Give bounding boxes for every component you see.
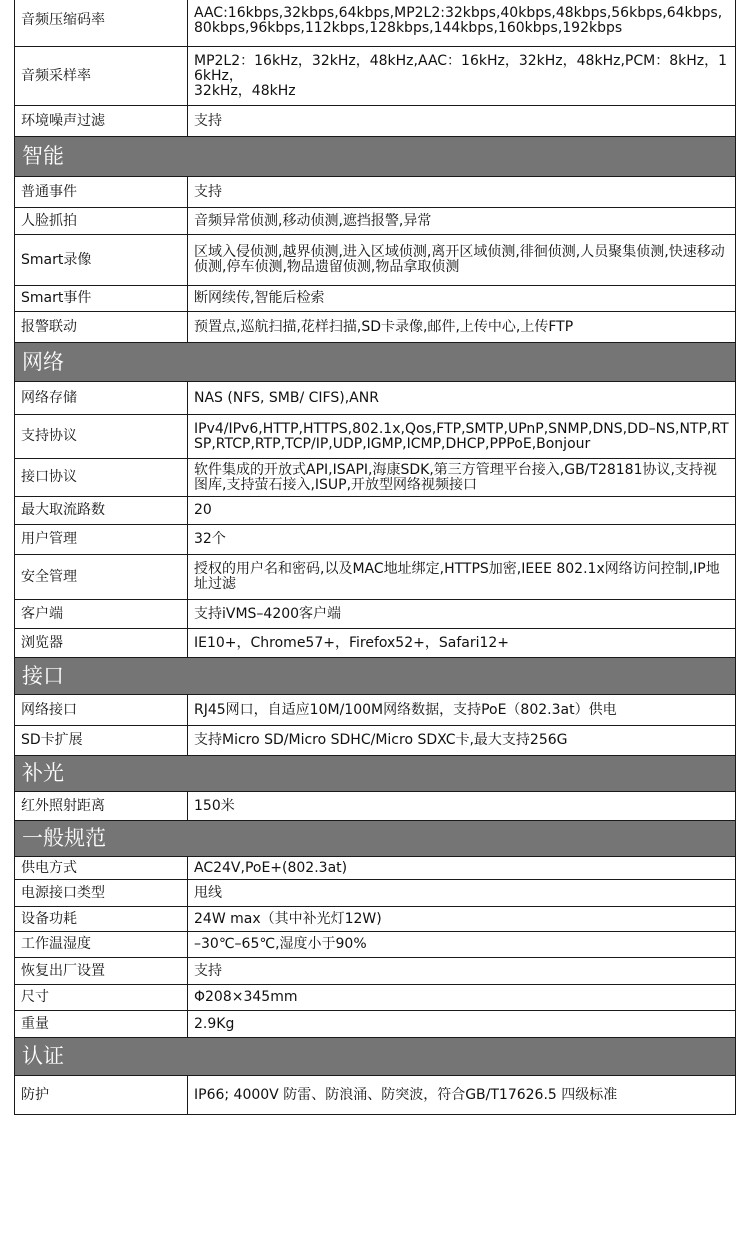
spec-key: 网络存储 [15,382,188,415]
section-header [15,137,736,177]
spec-value: 2.9Kg [188,1011,736,1038]
spec-value: 支持 [188,177,736,208]
section-title: 网络 [15,343,736,382]
spec-row [15,932,736,958]
section-header [15,821,736,857]
spec-row [15,459,736,497]
spec-value: 150米 [188,792,736,821]
section-header [15,658,736,695]
spec-key: 支持协议 [15,415,188,459]
spec-row [15,629,736,658]
spec-value: IPv4/IPv6,HTTP,HTTPS,802.1x,Qos,FTP,SMTP,UPnP,SNMP,DNS,DD–NS,NTP,RTSP,RTCP,RTP,TCP/IP,UDP,IGMP,ICMP,DHCP,PPPoE,Bonjour [188,415,736,459]
spec-row [15,726,736,756]
spec-key: 最大取流路数 [15,497,188,525]
spec-row [15,985,736,1011]
section-header [15,1038,736,1076]
spec-value: 32个 [188,525,736,555]
spec-key: 环境噪声过滤 [15,106,188,137]
section-title: 补光 [15,756,736,792]
spec-row [15,600,736,629]
spec-table-body [15,0,736,1115]
spec-key: 客户端 [15,600,188,629]
spec-value: RJ45网口，自适应10M/100M网络数据，支持PoE（802.3at）供电 [188,695,736,726]
spec-value: 支持Micro SD/Micro SDHC/Micro SDXC卡,最大支持256G [188,726,736,756]
spec-value: Φ208×345mm [188,985,736,1011]
spec-key: 人脸抓拍 [15,208,188,235]
spec-row [15,208,736,235]
spec-row [15,1076,736,1115]
spec-value: 支持 [188,958,736,985]
spec-value: IP66; 4000V 防雷、防浪涌、防突波，符合GB/T17626.5 四级标准 [188,1076,736,1115]
spec-key: 电源接口类型 [15,880,188,907]
section-title: 接口 [15,658,736,695]
spec-row [15,0,736,47]
spec-key: Smart事件 [15,286,188,312]
spec-key: 恢复出厂设置 [15,958,188,985]
spec-key: SD卡扩展 [15,726,188,756]
section-title: 一般规范 [15,821,736,857]
spec-table [14,0,736,1115]
spec-row [15,106,736,137]
spec-row [15,857,736,880]
spec-value: 断网续传,智能后检索 [188,286,736,312]
spec-key: 用户管理 [15,525,188,555]
spec-row [15,525,736,555]
spec-row [15,958,736,985]
spec-value: 音频异常侦测,移动侦测,遮挡报警,异常 [188,208,736,235]
spec-row [15,1011,736,1038]
spec-value: AAC:16kbps,32kbps,64kbps,MP2L2:32kbps,40kbps,48kbps,56kbps,64kbps, 80kbps,96kbps,112kbps,128kbps,144kbps,160kbps,192kbps [188,0,736,47]
spec-row [15,235,736,286]
spec-value: 软件集成的开放式API,ISAPI,海康SDK,第三方管理平台接入,GB/T28181协议,支持视图库,支持萤石接入,ISUP,开放型网络视频接口 [188,459,736,497]
spec-row [15,415,736,459]
spec-value: 支持 [188,106,736,137]
spec-key: 防护 [15,1076,188,1115]
section-header [15,343,736,382]
spec-row [15,907,736,932]
spec-key: 设备功耗 [15,907,188,932]
spec-value: NAS (NFS, SMB/ CIFS),ANR [188,382,736,415]
section-title: 智能 [15,137,736,177]
section-title: 认证 [15,1038,736,1076]
spec-value: AC24V,PoE+(802.3at) [188,857,736,880]
spec-key: 报警联动 [15,312,188,343]
spec-value: MP2L2：16kHz，32kHz，48kHz,AAC：16kHz，32kHz，48kHz,PCM：8kHz，16kHz， 32kHz，48kHz [188,47,736,106]
spec-key: 音频压缩码率 [15,0,188,47]
spec-value: 授权的用户名和密码,以及MAC地址绑定,HTTPS加密,IEEE 802.1x网络访问控制,IP地址过滤 [188,555,736,600]
spec-key: 供电方式 [15,857,188,880]
spec-key: 尺寸 [15,985,188,1011]
spec-row [15,695,736,726]
spec-row [15,555,736,600]
spec-row [15,792,736,821]
spec-value: 预置点,巡航扫描,花样扫描,SD卡录像,邮件,上传中心,上传FTP [188,312,736,343]
spec-value: IE10+，Chrome57+，Firefox52+，Safari12+ [188,629,736,658]
spec-key: 重量 [15,1011,188,1038]
spec-row [15,47,736,106]
spec-key: 音频采样率 [15,47,188,106]
spec-key: 安全管理 [15,555,188,600]
spec-row [15,497,736,525]
spec-key: 接口协议 [15,459,188,497]
spec-key: 普通事件 [15,177,188,208]
spec-value: 支持iVMS–4200客户端 [188,600,736,629]
spec-key: 网络接口 [15,695,188,726]
spec-value: 20 [188,497,736,525]
spec-row [15,286,736,312]
spec-value: 24W max（其中补光灯12W) [188,907,736,932]
spec-key: 浏览器 [15,629,188,658]
spec-row [15,312,736,343]
spec-row [15,880,736,907]
spec-value: 区域入侵侦测,越界侦测,进入区域侦测,离开区域侦测,徘徊侦测,人员聚集侦测,快速移动侦测,停车侦测,物品遗留侦测,物品拿取侦测 [188,235,736,286]
spec-row [15,382,736,415]
spec-key: 工作温湿度 [15,932,188,958]
spec-value: –30℃–65℃,湿度小于90% [188,932,736,958]
spec-row [15,177,736,208]
spec-key: Smart录像 [15,235,188,286]
spec-value: 甩线 [188,880,736,907]
spec-key: 红外照射距离 [15,792,188,821]
section-header [15,756,736,792]
